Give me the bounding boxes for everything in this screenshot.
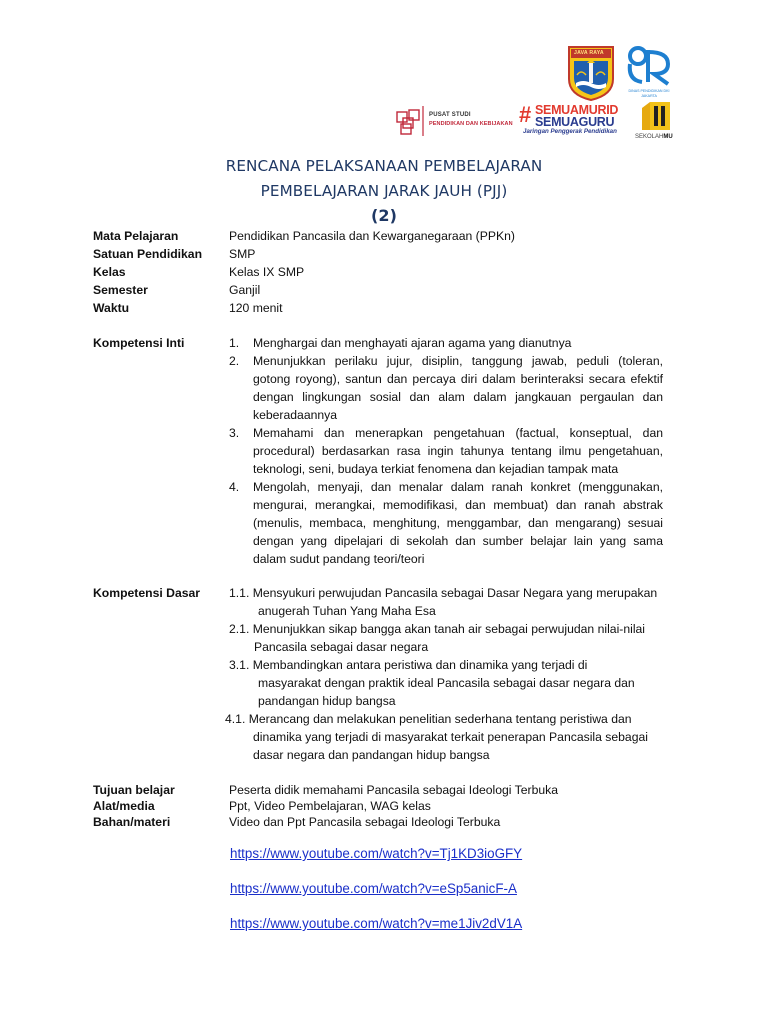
document-title-line3: (2) bbox=[370, 206, 398, 225]
ki-line: (menulis, membaca, menghitung, menggambar, dan mengarang) sesuai bbox=[253, 516, 663, 530]
info-label: Kelas bbox=[93, 265, 126, 279]
pusat-studi-line1: PUSAT STUDI bbox=[429, 112, 471, 118]
ki-line: teknologi, seni, budaya terkiat fenomena dan kejadian tampak mata bbox=[253, 462, 619, 476]
ki-line: dengan yang dipelajari di sekolah dan sumber belajar lain yang sama bbox=[253, 534, 663, 548]
ki-number: 1. bbox=[229, 336, 240, 350]
ki-line: Menghargai dan menghayati ajaran agama yang dianutnya bbox=[253, 336, 572, 350]
ki-line: Menunjukkan perilaku jujur, disiplin, tanggung jawab, peduli (toleran, bbox=[253, 354, 663, 368]
ki-line: procedural) berdasarkan rasa ingin tahunya tentang ilmu pengetahuan, bbox=[253, 444, 663, 458]
kd-line: anugerah Tuhan Yang Maha Esa bbox=[258, 604, 436, 618]
dinas-pendidikan-text: DINAS PENDIDIKAN DKI JAKARTA bbox=[628, 89, 670, 98]
ki-number: 3. bbox=[229, 426, 240, 440]
ki-line: dalam sudut pandang teori/teori bbox=[253, 552, 425, 566]
pusat-studi-logo bbox=[393, 104, 517, 140]
ki-line: Mengolah, menyaji, dan menalar dalam ranah konkret (menggunakan, bbox=[253, 480, 663, 494]
kd-line: 1.1. Mensyukuri perwujudan Pancasila sebagai Dasar Negara yang merupakan bbox=[229, 586, 658, 600]
sekolahmu-logo-icon bbox=[632, 100, 676, 132]
kd-line: masyarakat dengan praktik ideal Pancasila sebagai dasar negara dan bbox=[258, 676, 635, 690]
semua-murid-semua-guru-logo bbox=[519, 100, 629, 138]
kd-line: dasar negara dan pandangan hidup bangsa bbox=[253, 748, 490, 762]
kd-line: pandangan hidup bangsa bbox=[258, 694, 396, 708]
info-label: Waktu bbox=[93, 301, 130, 315]
ki-number: 4. bbox=[229, 480, 240, 494]
ki-line: dengan lingkungan sosial dan alam dalam jangkauan pergaulan dan bbox=[253, 390, 663, 404]
info-value: Kelas IX SMP bbox=[229, 265, 305, 279]
pusat-studi-logo-icon bbox=[393, 104, 427, 138]
ki-line: gotong royong), santun dan percaya diri dalam berinteraksi secara efektif bbox=[253, 372, 663, 386]
kd-line: 4.1. Merancang dan melakukan penelitian sederhana tentang peristiwa dan bbox=[225, 712, 632, 726]
document-title-line1: RENCANA PELAKSANAAN PEMBELAJARAN bbox=[225, 157, 543, 175]
bahan-value: Video dan Ppt Pancasila sebagai Ideologi Terbuka bbox=[229, 815, 501, 829]
ki-line: Memahami dan menerapkan pengetahuan (factual, konseptual, dan bbox=[253, 426, 663, 440]
kd-line: 2.1. Menunjukkan sikap bangga akan tanah air sebagai perwujudan nilai-nilai bbox=[229, 622, 646, 636]
info-value: Pendidikan Pancasila dan Kewarganegaraan (PPKn) bbox=[229, 229, 515, 243]
info-label: Mata Pelajaran bbox=[93, 229, 179, 243]
kompetensi-inti-label: Kompetensi Inti bbox=[93, 336, 185, 350]
dinas-pendidikan-logo bbox=[624, 44, 674, 104]
kompetensi-dasar-label: Kompetensi Dasar bbox=[93, 586, 201, 600]
ki-line: mengurai, merangkai, memodifikasi, dan membuat) dan ranah abstrak bbox=[253, 498, 663, 512]
jaya-raya-text: JAVA RAYA bbox=[574, 50, 604, 56]
jakarta-logo bbox=[567, 45, 615, 101]
info-label: Semester bbox=[93, 283, 148, 297]
document-title-line2: PEMBELAJARAN JARAK JAUH (PJJ) bbox=[260, 182, 508, 200]
smsg-line1: SEMUAMURID bbox=[535, 103, 619, 117]
info-value: SMP bbox=[229, 247, 256, 261]
sekolahmu-logo bbox=[632, 100, 676, 144]
youtube-link-3[interactable]: https://www.youtube.com/watch?v=me1Jiv2dV1A bbox=[230, 916, 523, 931]
alat-value: Ppt, Video Pembelajaran, WAG kelas bbox=[229, 799, 431, 813]
ki-number: 2. bbox=[229, 354, 240, 368]
kd-line: Pancasila sebagai dasar negara bbox=[254, 640, 429, 654]
sekolahmu-text-b: MU bbox=[663, 134, 673, 140]
smsg-line3: Jaringan Penggerak Pendidikan bbox=[523, 128, 617, 135]
alat-label: Alat/media bbox=[93, 799, 155, 813]
sekolahmu-text-a: SEKOLAH bbox=[635, 134, 664, 140]
bahan-label: Bahan/materi bbox=[93, 815, 171, 829]
pusat-studi-line2: PENDIDIKAN DAN KEBIJAKAN bbox=[429, 121, 513, 127]
kd-line: dinamika yang terjadi di masyarakat terkait penerapan Pancasila sebagai bbox=[253, 730, 648, 744]
smsg-line2: SEMUAGURU bbox=[535, 115, 615, 129]
tujuan-value: Peserta didik memahami Pancasila sebagai Ideologi Terbuka bbox=[229, 783, 559, 797]
info-value: Ganjil bbox=[229, 283, 261, 297]
info-label: Satuan Pendidikan bbox=[93, 247, 203, 261]
info-value: 120 menit bbox=[229, 301, 283, 315]
youtube-link-2[interactable]: https://www.youtube.com/watch?v=eSp5anicF-A bbox=[230, 881, 517, 896]
smsg-hash: # bbox=[519, 102, 532, 127]
ki-line: keberadaannya bbox=[253, 408, 338, 422]
sekolahmu-text bbox=[635, 134, 673, 140]
tujuan-label: Tujuan belajar bbox=[93, 783, 175, 797]
kd-line: 3.1. Membandingkan antara peristiwa dan dinamika yang terjadi di bbox=[229, 658, 588, 672]
youtube-link-1[interactable]: https://www.youtube.com/watch?v=Tj1KD3ioGFY bbox=[230, 846, 523, 861]
dinas-pendidikan-logo-icon bbox=[624, 44, 674, 88]
